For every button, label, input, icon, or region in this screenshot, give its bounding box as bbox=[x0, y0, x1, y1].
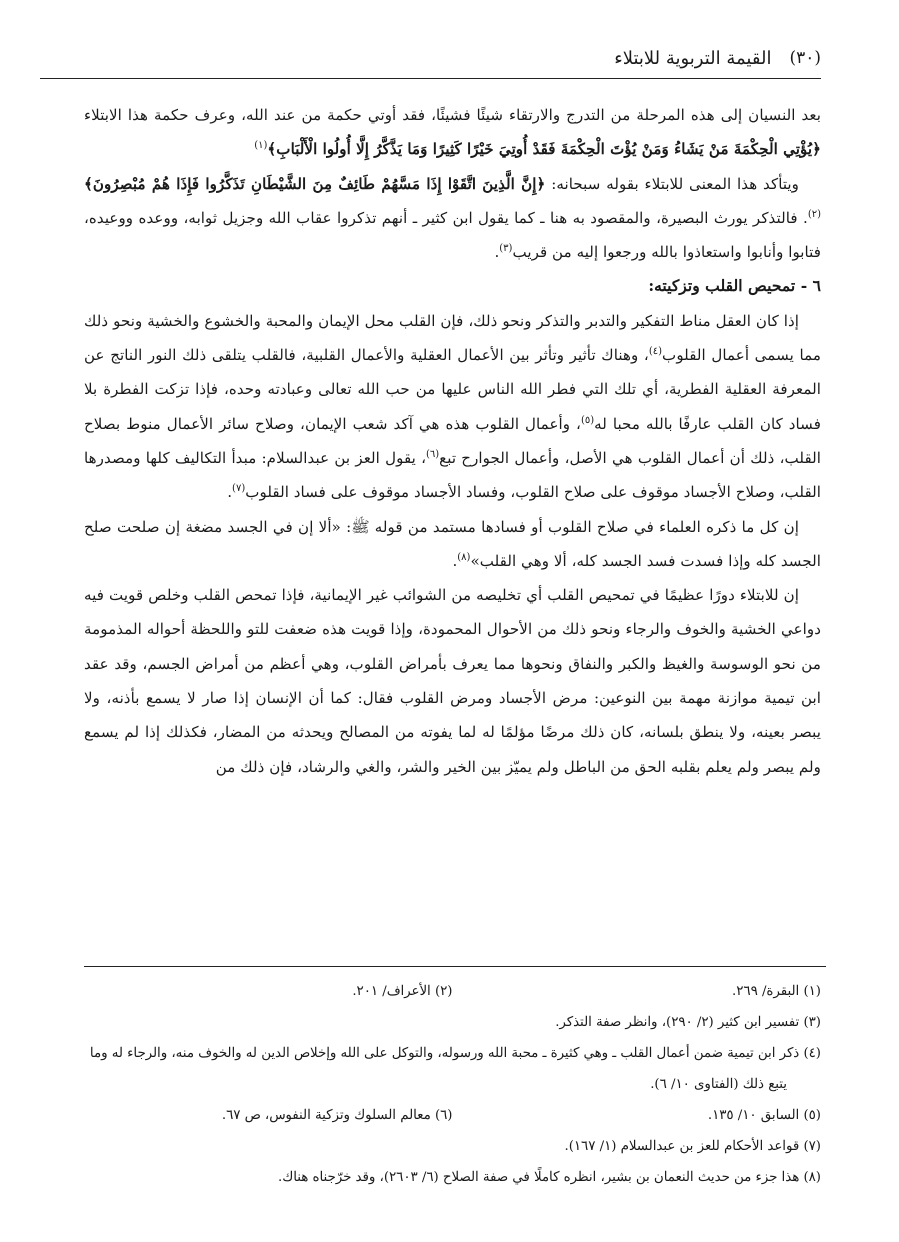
paragraph-3 bbox=[84, 304, 821, 510]
page-header bbox=[40, 38, 821, 79]
paragraph-text: ، وأعمال القلوب هذه هي آكد شعب الإيمان، وصلاح سائر الأعمال منوط بصلاح القلب، ذلك أن أعمال القلوب هي الأصل، وأعمال الجوارح تبع bbox=[84, 414, 821, 467]
paragraph-2 bbox=[84, 167, 821, 270]
footnote-3: (٣) تفسير ابن كثير (٢/ ٢٩٠)، وانظر صفة التذكر. bbox=[555, 1015, 821, 1030]
page-number: (٣٠) bbox=[789, 48, 821, 68]
paragraph-text: ، يقول العز بن عبدالسلام: مبدأ التكاليف كلها ومصدرها القلب، وصلاح الأجساد موقوف على صلاح القلوب، وفساد الأجساد موقوف على فساد القلوب bbox=[84, 448, 821, 502]
punctuation: . bbox=[227, 483, 233, 502]
quran-verse: ﴿إِنَّ الَّذِينَ اتَّقَوْا إِذَا مَسَّهُمْ طَائِفٌ مِنَ الشَّيْطَانِ تَذَكَّرُوا فَإِذَا هُمْ مُبْصِرُونَ﴾ bbox=[84, 174, 546, 193]
paragraph-4 bbox=[84, 510, 821, 579]
footnote-8: (٨) هذا جزء من حديث النعمان بن بشير، انظره كاملًا في صفة الصلاح (٦/ ٢٦٠٣)، وقد خرّجناه هناك. bbox=[278, 1170, 821, 1185]
paragraph-text: . فالتذكر يورث البصيرة، والمقصود به هنا ـ كما يقول ابن كثير ـ أنهم تذكروا عقاب الله وجزيل ثوابه، ووعده ووعيده، فتابوا وأنابوا واستعاذوا بالله ورجعوا إليه من قريب bbox=[84, 208, 821, 262]
footnote-ref[interactable]: (٢) bbox=[807, 208, 821, 220]
footnote-ref[interactable]: (٦) bbox=[425, 448, 440, 460]
footnote-ref[interactable]: (٤) bbox=[648, 346, 663, 358]
footnote-row bbox=[84, 1100, 821, 1131]
paragraph-text: إذا كان العقل مناط التفكير والتدبر والتذكر ونحو ذلك، فإن القلب محل الإيمان والمحبة والخشوع والخشية ونحو ذلك مما يسمى أعمال القلوب bbox=[84, 311, 821, 365]
paragraph-text: بعد النسيان إلى هذه المرحلة من التدرج والارتقاء شيئًا فشيئًا، فقد أوتي حكمة من عند الله، وعرف حكمة هذا الابتلاء bbox=[84, 106, 821, 124]
paragraph-text: ويتأكد هذا المعنى للابتلاء بقوله سبحانه: bbox=[545, 174, 799, 193]
footnote-4-continuation: يتبع ذلك (الفتاوى ١٠/ ٦). bbox=[650, 1077, 787, 1092]
paragraph-text: إن كل ما ذكره العلماء في صلاح القلوب أو فسادها مستمد من قوله ﷺ: «ألا إن في الجسد مضغة إن صلحت صلح الجسد كله وإذا فسدت فسد الجسد كله، ألا وهي القلب» bbox=[84, 517, 821, 570]
footnote-7: (٧) قواعد الأحكام للعز بن عبدالسلام (١/ ١٦٧). bbox=[564, 1139, 821, 1154]
footnote-1: (١) البقرة/ ٢٦٩. bbox=[732, 984, 821, 999]
footnote-ref[interactable]: (٣) bbox=[499, 243, 513, 255]
running-title: القيمة التربوية للابتلاء bbox=[614, 47, 772, 69]
footnote-ref[interactable]: (٧) bbox=[232, 483, 246, 495]
footnote-row bbox=[84, 976, 821, 1007]
footnote-ref[interactable]: (٨) bbox=[457, 551, 471, 563]
section-heading: ٦ - تمحيص القلب وتزكيته: bbox=[648, 276, 821, 296]
footnote-ref[interactable]: (٥) bbox=[580, 414, 595, 426]
footnote-ref[interactable]: (١) bbox=[254, 140, 268, 152]
footnote-divider bbox=[84, 966, 826, 967]
main-text bbox=[84, 98, 821, 784]
paragraph-text: ، وهناك تأثير وتأثر بين الأعمال العقلية والأعمال القلبية، فالقلب يتلقى ذلك النور الناتج عن المعرفة العقلية الفطرية، أي تلك التي فطر الله الناس عليها من حب الله تعالى وعبادته وحده، فإذا تزكت الفطرة بلا فساد كان القلب عارفًا بالله محبا له bbox=[84, 346, 821, 433]
punctuation: . bbox=[452, 551, 458, 570]
paragraph-5: إن للابتلاء دورًا عظيمًا في تمحيص القلب أي تخليصه من الشوائب غير الإيمانية، فإذا تمحص القلب وخلص قويت فيه دواعي الخشية والخوف والرجاء ونحو ذلك من الأحوال المحمودة، وإذا قويت هذه ضعفت للتو واللحظة أحواله المذمومة من نحو الوسوسة والغيظ والكبر والنفاق ونحوها مما يعرف بأمراض القلوب، وهي أعظم من أمراض الجسم، وقد عقد ابن تيمية موازنة مهمة بين النوعين: مرض الأجساد ومرض القلوب فقال: كما أن الإنسان إذا صار لا يسمع بأذنه، ولا يبصر بعينه، ولا ينطق بلسانه، كان ذلك مرضًا مؤلمًا له لما يفوته من المصالح ويحدثه من المضار، فكذلك إذا لم يسمع ولم يبصر ولم يعلم بقلبه الحق من الباطل ولم يميّز بين الخير والشر، والغي والرشاد، فإن ذلك من bbox=[84, 586, 821, 776]
footnote-2: (٢) الأعراف/ ٢٠١. bbox=[352, 984, 453, 999]
footnote-4: (٤) ذكر ابن تيمية ضمن أعمال القلب ـ وهي كثيرة ـ محبة الله ورسوله، والتوكل على الله وإخلاص الدين له والخوف منه، والرجاء له وما bbox=[89, 1046, 821, 1061]
quran-verse: ﴿يُؤْتِي الْحِكْمَةَ مَنْ يَشَاءُ وَمَنْ يُؤْتَ الْحِكْمَةَ فَقَدْ أُوتِيَ خَيْرًا كَثِيرًا وَمَا يَذَّكَّرُ إِلَّا أُولُوا الْأَلْبَابِ﴾ bbox=[267, 140, 821, 159]
footnote-5: (٥) السابق ١٠/ ١٣٥. bbox=[707, 1108, 821, 1123]
footnotes bbox=[84, 976, 821, 1193]
paragraph-1 bbox=[84, 98, 821, 167]
punctuation: . bbox=[494, 243, 500, 262]
footnote-6: (٦) معالم السلوك وتزكية النفوس، ص ٦٧. bbox=[221, 1108, 453, 1123]
